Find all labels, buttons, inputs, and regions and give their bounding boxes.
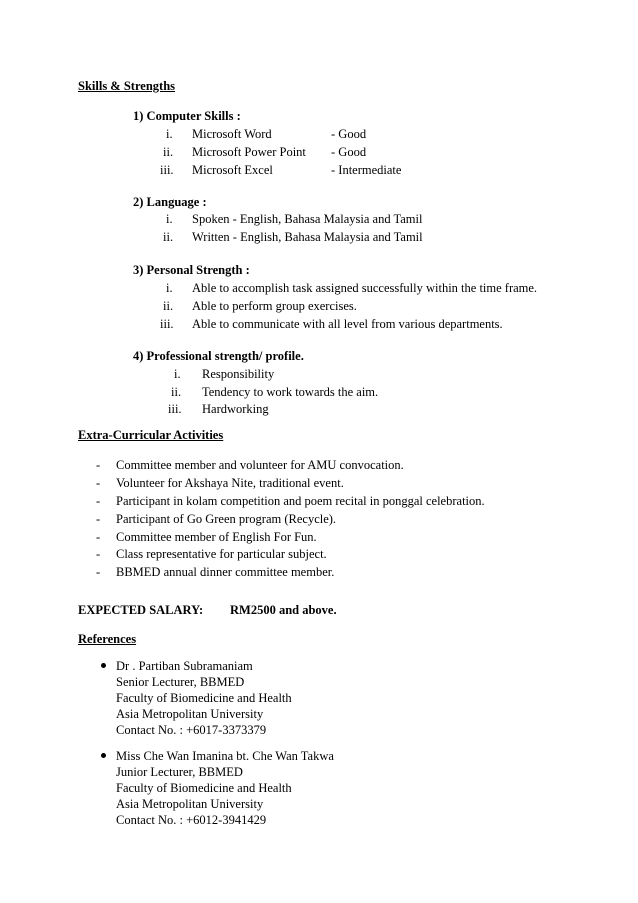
list-number: i. bbox=[174, 367, 181, 381]
list-number: i. bbox=[166, 281, 173, 295]
list-item-text: Tendency to work towards the aim. bbox=[202, 385, 379, 399]
list-item: Class representative for particular subject. bbox=[116, 547, 327, 561]
skill-name: Microsoft Excel bbox=[192, 163, 273, 177]
list-item-text: Responsibility bbox=[202, 367, 275, 381]
bullet-icon bbox=[101, 663, 106, 668]
dash-marker: - bbox=[96, 530, 101, 544]
reference-university: Asia Metropolitan University bbox=[116, 707, 264, 721]
list-item: Committee member and volunteer for AMU convocation. bbox=[116, 458, 404, 472]
list-number: iii. bbox=[168, 402, 182, 416]
list-number: iii. bbox=[160, 317, 174, 331]
list-item: BBMED annual dinner committee member. bbox=[116, 565, 335, 579]
computer-skills-title: 1) Computer Skills : bbox=[133, 109, 241, 123]
list-number: i. bbox=[166, 127, 173, 141]
salary-label: EXPECTED SALARY: bbox=[78, 603, 204, 617]
list-item: Committee member of English For Fun. bbox=[116, 530, 317, 544]
reference-position: Senior Lecturer, BBMED bbox=[116, 675, 245, 689]
dash-marker: - bbox=[96, 547, 101, 561]
list-item-text: Written - English, Bahasa Malaysia and Tamil bbox=[192, 230, 423, 244]
references-heading: References bbox=[78, 632, 137, 646]
reference-contact: Contact No. : +6017-3373379 bbox=[116, 723, 267, 737]
personal-strength-title: 3) Personal Strength : bbox=[133, 263, 250, 277]
list-item: Participant in kolam competition and poem recital in ponggal celebration. bbox=[116, 494, 485, 508]
professional-strength-title: 4) Professional strength/ profile. bbox=[133, 349, 304, 363]
list-number: ii. bbox=[163, 230, 174, 244]
list-number: ii. bbox=[163, 145, 174, 159]
list-item-text: Able to communicate with all level from various departments. bbox=[192, 317, 503, 331]
list-number: ii. bbox=[171, 385, 182, 399]
dash-marker: - bbox=[96, 494, 101, 508]
extra-curricular-heading: Extra-Curricular Activities bbox=[78, 428, 224, 442]
dash-marker: - bbox=[96, 458, 101, 472]
dash-marker: - bbox=[96, 565, 101, 579]
reference-university: Asia Metropolitan University bbox=[116, 797, 264, 811]
skill-level: - Good bbox=[331, 127, 367, 141]
dash-marker: - bbox=[96, 512, 101, 526]
skills-heading: Skills & Strengths bbox=[78, 79, 176, 93]
reference-faculty: Faculty of Biomedicine and Health bbox=[116, 781, 292, 795]
list-item-text: Able to accomplish task assigned successfully within the time frame. bbox=[192, 281, 538, 295]
dash-marker: - bbox=[96, 476, 101, 490]
bullet-icon bbox=[101, 753, 106, 758]
list-number: i. bbox=[166, 212, 173, 226]
language-title: 2) Language : bbox=[133, 195, 207, 209]
skill-name: Microsoft Power Point bbox=[192, 145, 306, 159]
reference-name: Dr . Partiban Subramaniam bbox=[116, 659, 253, 673]
list-number: ii. bbox=[163, 299, 174, 313]
reference-faculty: Faculty of Biomedicine and Health bbox=[116, 691, 292, 705]
reference-name: Miss Che Wan Imanina bt. Che Wan Takwa bbox=[116, 749, 334, 763]
list-item: Volunteer for Akshaya Nite, traditional event. bbox=[116, 476, 344, 490]
reference-contact: Contact No. : +6012-3941429 bbox=[116, 813, 267, 827]
skill-level: - Good bbox=[331, 145, 367, 159]
skill-name: Microsoft Word bbox=[192, 127, 272, 141]
list-item-text: Spoken - English, Bahasa Malaysia and Tamil bbox=[192, 212, 423, 226]
list-item-text: Hardworking bbox=[202, 402, 269, 416]
salary-value: RM2500 and above. bbox=[230, 603, 337, 617]
reference-position: Junior Lecturer, BBMED bbox=[116, 765, 243, 779]
list-item-text: Able to perform group exercises. bbox=[192, 299, 357, 313]
skill-level: - Intermediate bbox=[331, 163, 402, 177]
list-number: iii. bbox=[160, 163, 174, 177]
list-item: Participant of Go Green program (Recycle). bbox=[116, 512, 337, 526]
